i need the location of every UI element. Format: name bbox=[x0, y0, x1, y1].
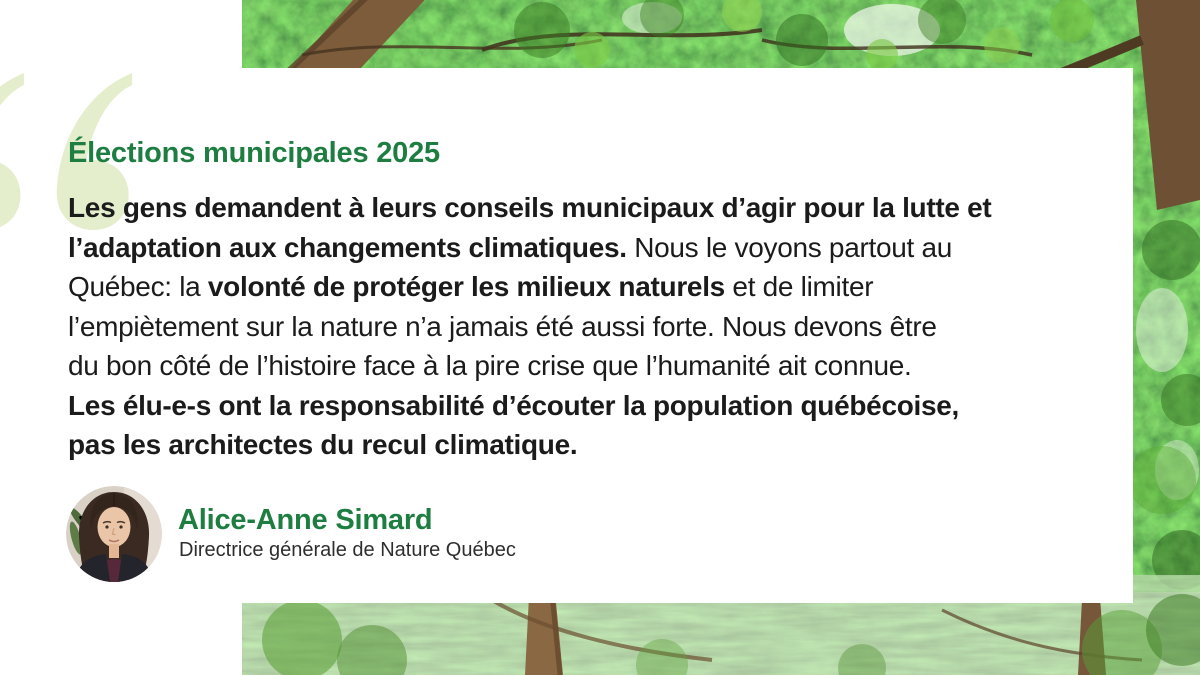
quote-segment: Québec: la bbox=[68, 271, 208, 302]
quote-segment: pas les architectes du recul climatique. bbox=[68, 429, 578, 460]
quote-segment: Les gens demandent à leurs conseils municipaux d’agir pour la lutte et bbox=[68, 192, 992, 223]
quote-text bbox=[68, 188, 991, 465]
quote-segment: l’empiètement sur la nature n’a jamais été aussi forte. Nous devons être bbox=[68, 310, 937, 342]
category-heading: Élections municipales 2025 bbox=[68, 137, 440, 169]
quote-line bbox=[68, 346, 991, 386]
author-title: Directrice générale de Nature Québec bbox=[179, 539, 516, 561]
quote-segment: du bon côté de l’histoire face à la pire crise que l’humanité ait connue. bbox=[68, 350, 912, 381]
quote-line bbox=[68, 188, 991, 228]
quote-segment: Les élu-e-s ont la responsabilité d’écouter la population québécoise, bbox=[68, 389, 960, 421]
author-avatar bbox=[66, 486, 162, 582]
author-name: Alice-Anne Simard bbox=[178, 504, 433, 536]
quote-line bbox=[68, 386, 991, 426]
quote-line bbox=[68, 267, 991, 307]
quote-segment: volonté de protéger les milieux naturels bbox=[207, 271, 725, 302]
quote-line bbox=[68, 425, 991, 465]
quote-line bbox=[68, 307, 991, 347]
quote-segment: Nous le voyons partout au bbox=[626, 231, 953, 263]
quote-line bbox=[68, 228, 991, 268]
quote-segment: et de limiter bbox=[724, 271, 874, 302]
quote-comma-left bbox=[0, 73, 24, 230]
quote-segment: l’adaptation aux changements climatiques. bbox=[68, 231, 627, 263]
